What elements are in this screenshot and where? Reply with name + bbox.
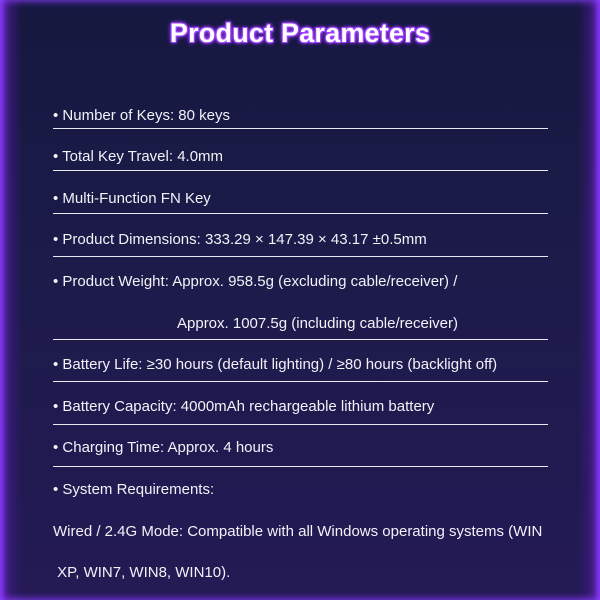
page-title: Product Parameters <box>169 18 431 48</box>
divider <box>53 381 548 382</box>
param-charging-time: • Charging Time: Approx. 4 hours <box>53 439 274 456</box>
param-system-requirements: • System Requirements: <box>53 481 215 498</box>
param-system-requirements-detail-2: XP, WIN7, WIN8, WIN10). <box>53 564 231 581</box>
divider <box>53 256 548 257</box>
param-battery-life: • Battery Life: ≥30 hours (default lighting) / ≥80 hours (backlight off) <box>53 356 498 373</box>
divider <box>53 170 548 171</box>
divider <box>53 128 548 129</box>
divider <box>53 424 548 425</box>
param-system-requirements-detail-1: Wired / 2.4G Mode: Compatible with all Windows operating systems (WIN <box>53 523 543 540</box>
param-dimensions: • Product Dimensions: 333.29 × 147.39 × 43.17 ±0.5mm <box>53 231 427 248</box>
divider <box>53 213 548 214</box>
param-fn-key: • Multi-Function FN Key <box>53 190 211 207</box>
param-key-travel: • Total Key Travel: 4.0mm <box>53 148 224 165</box>
param-number-of-keys: • Number of Keys: 80 keys <box>53 107 230 124</box>
divider <box>53 466 548 467</box>
param-weight-line1: • Product Weight: Approx. 958.5g (excluding cable/receiver) / <box>53 273 458 290</box>
divider <box>53 339 548 340</box>
param-battery-capacity: • Battery Capacity: 4000mAh rechargeable lithium battery <box>53 398 435 415</box>
param-weight-line2: Approx. 1007.5g (including cable/receiver) <box>177 315 458 332</box>
